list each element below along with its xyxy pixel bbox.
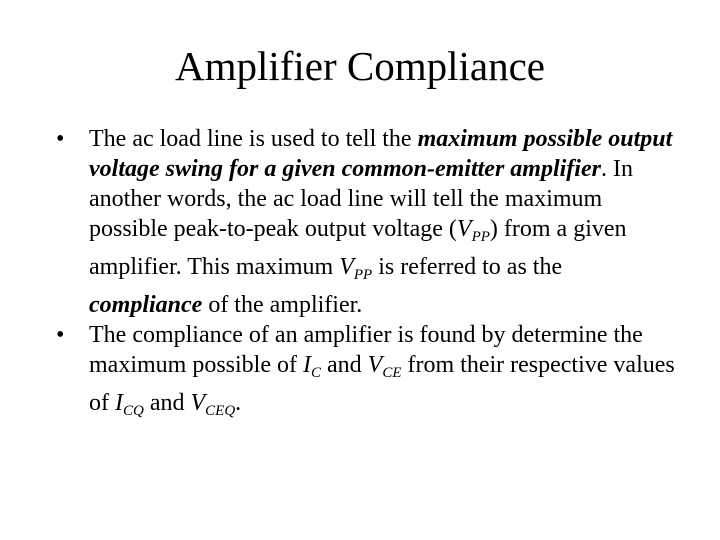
variable: V [339, 254, 354, 280]
text-run: The ac load line is used to tell the [89, 126, 418, 152]
variable: I [115, 390, 123, 416]
subscript: CE [382, 365, 402, 381]
variable: I [302, 352, 311, 378]
text-run: ) from a given amplifier. This maximum [89, 216, 627, 280]
variable: V [367, 352, 383, 378]
text-run: . [235, 390, 242, 416]
text-run: and [143, 390, 191, 416]
slide-title: Amplifier Compliance [174, 43, 546, 89]
bullet-list [56, 124, 676, 426]
bullet-marker: • [56, 322, 65, 348]
text-run: and [321, 352, 368, 378]
bullet-item-2 [56, 320, 676, 426]
emphasis-text: compliance [89, 292, 203, 318]
text-run: is referred to as the [372, 254, 563, 280]
variable: V [190, 390, 206, 416]
subscript: CQ [123, 403, 144, 419]
subscript: PP [471, 229, 490, 245]
variable: V [456, 216, 472, 242]
bullet-item-1 [56, 124, 676, 320]
emphasis-text: maximum possible output voltage swing for a given common-emitter amplifier [89, 126, 673, 182]
text-run: of the amplifier. [202, 292, 363, 318]
text-run: . In another words, the ac load line will tell the maximum possible peak-to-peak output voltage ( [89, 156, 633, 242]
text-run: from their respective values of [89, 352, 675, 416]
bullet-marker: • [56, 126, 65, 152]
subscript: C [310, 365, 321, 381]
subscript: PP [353, 267, 373, 283]
text-run: The compliance of an amplifier is found by determine the maximum possible of [89, 322, 643, 378]
subscript: CEQ [205, 403, 236, 419]
